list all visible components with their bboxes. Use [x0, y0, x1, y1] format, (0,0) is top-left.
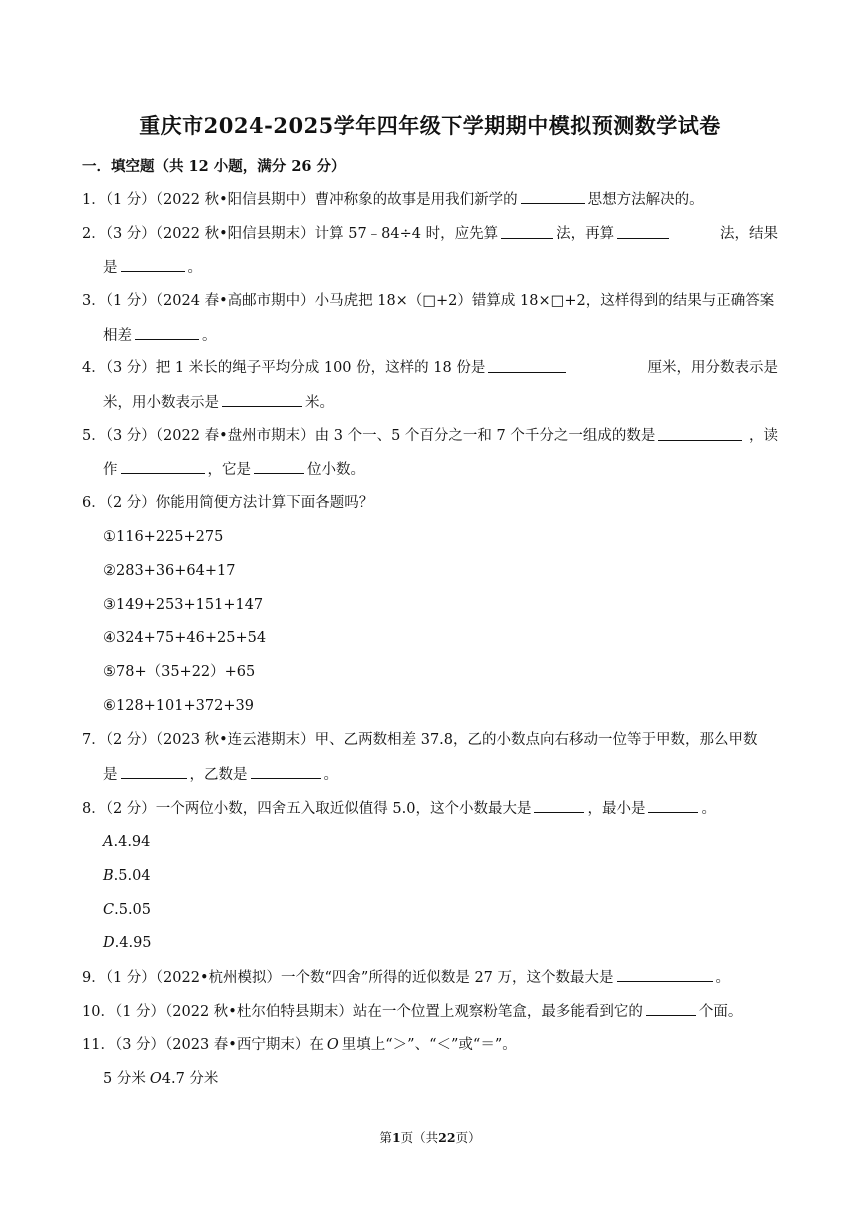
- answer-blank[interactable]: [617, 224, 669, 239]
- question-2: 2．（3 分）（2022 秋•阳信县期末）计算 57﹣84÷4 时，应先算 法，再算 法，结果: [82, 226, 778, 242]
- question-7: 7．（2 分）（2023 秋•连云港期末）甲、乙两数相差 37.8，乙的小数点向右移动一位等于甲数，那么甲数: [82, 732, 758, 748]
- answer-blank[interactable]: [121, 257, 185, 272]
- question-11-item: 5 分米 O4.7 分米: [103, 1071, 219, 1087]
- question-6-item: ⑥128+101+372+39: [103, 698, 254, 714]
- option-c[interactable]: C.5.05: [103, 902, 152, 918]
- question-6-item: ④324+75+46+25+54: [103, 630, 267, 646]
- option-a[interactable]: A.4.94: [103, 834, 151, 850]
- answer-blank[interactable]: [135, 325, 199, 340]
- question-3: 3．（1 分）（2024 春•高邮市期中）小马虎把 18×（□+2）错算成 18×□+2，这样得到的结果与正确答案: [82, 293, 775, 309]
- question-4-cont: 米，用小数表示是 米。: [103, 392, 334, 413]
- question-6-item: ①116+225+275: [103, 529, 224, 545]
- question-6-item: ⑤78+（35+22）+65: [103, 664, 256, 680]
- question-3-cont: 相差 。: [103, 325, 217, 346]
- page-total: 22: [438, 1130, 456, 1145]
- answer-blank[interactable]: [254, 459, 304, 474]
- question-6-item: ③149+253+151+147: [103, 597, 264, 613]
- page-title: 重庆市2024-2025学年四年级下学期期中模拟预测数学试卷: [139, 113, 721, 138]
- option-d[interactable]: D.4.95: [103, 935, 152, 951]
- answer-blank[interactable]: [121, 459, 205, 474]
- question-7-cont: 是 ，乙数是 。: [103, 764, 338, 785]
- question-2-cont: 是 。: [103, 257, 202, 278]
- section-heading: 一．填空题（共 12 小题，满分 26 分）: [82, 158, 346, 175]
- answer-blank[interactable]: [534, 798, 584, 813]
- question-4: 4．（3 分）把 1 米长的绳子平均分成 100 份，这样的 18 份是 厘米，用分数表示是: [82, 360, 778, 376]
- question-6-item: ②283+36+64+17: [103, 563, 236, 579]
- question-11: 11．（3 分）（2023 春•西宁期末）在 O 里填上“＞”、“＜”或“＝”。: [82, 1037, 517, 1053]
- question-9: 9．（1 分）（2022•杭州模拟）一个数“四舍”所得的近似数是 27 万，这个数最大是 。: [82, 967, 730, 988]
- question-5: 5．（3 分）（2022 春•盘州市期末）由 3 个一、5 个百分之一和 7 个千分之一组成的数是 ，读: [82, 428, 778, 444]
- answer-blank[interactable]: [488, 358, 566, 373]
- page-number: 1: [391, 1130, 401, 1145]
- answer-blank[interactable]: [251, 764, 321, 779]
- answer-blank[interactable]: [121, 764, 187, 779]
- compare-circle[interactable]: O: [149, 1071, 162, 1087]
- answer-blank[interactable]: [646, 1001, 696, 1016]
- question-8: 8．（2 分）一个两位小数，四舍五入取近似值得 5.0，这个小数最大是 ，最小是 。: [82, 798, 716, 819]
- question-5-cont: 作 ，它是 位小数。: [103, 459, 365, 480]
- answer-blank[interactable]: [658, 426, 742, 441]
- answer-blank[interactable]: [648, 798, 698, 813]
- answer-blank[interactable]: [501, 224, 553, 239]
- question-1: 1．（1 分）（2022 秋•阳信县期中）曹冲称象的故事是用我们新学的 思想方法解决的。: [82, 189, 704, 210]
- question-10: 10．（1 分）（2022 秋•杜尔伯特县期末）站在一个位置上观察粉笔盒，最多能看到它的 个面。: [82, 1001, 742, 1022]
- answer-blank[interactable]: [222, 392, 302, 407]
- question-6: 6．（2 分）你能用简便方法计算下面各题吗？: [82, 495, 374, 511]
- page-footer: 第1页（共22页）: [379, 1130, 481, 1145]
- answer-blank[interactable]: [617, 967, 713, 982]
- option-b[interactable]: B.5.04: [103, 868, 151, 884]
- answer-blank[interactable]: [521, 189, 585, 204]
